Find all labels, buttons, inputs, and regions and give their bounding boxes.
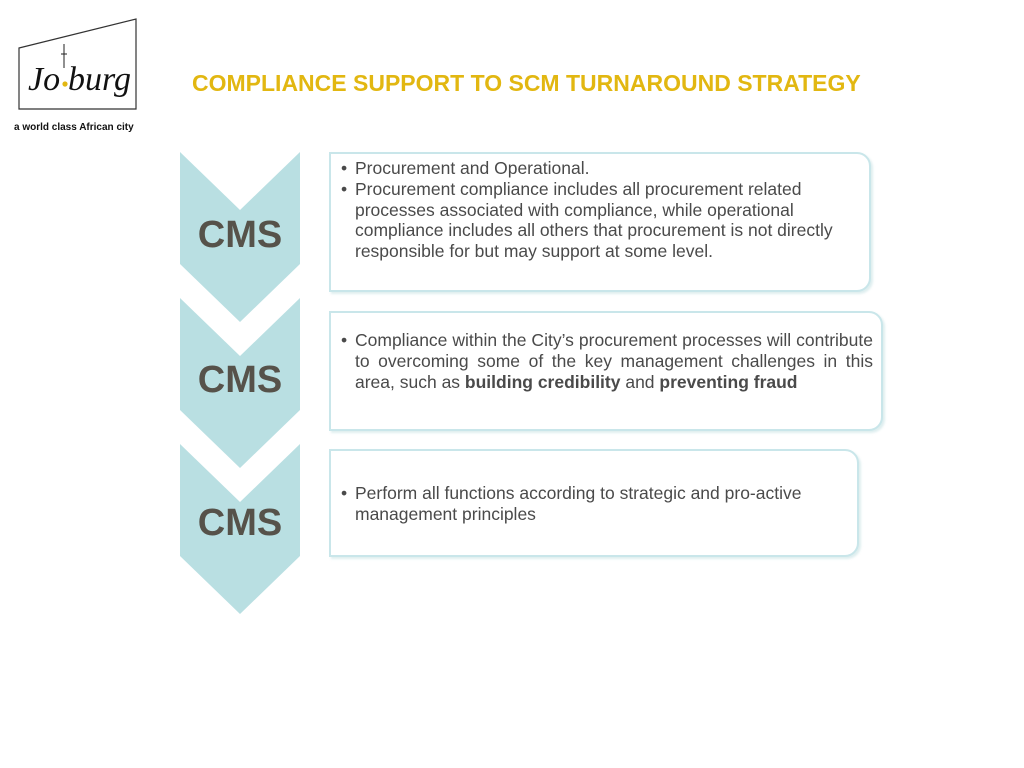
svg-text:Jo: Jo — [28, 61, 61, 98]
chevron-label-1: CMS — [197, 214, 283, 256]
panel-1 — [329, 152, 871, 292]
joburg-logo — [18, 18, 138, 110]
panel-2 — [329, 311, 883, 431]
panel-2-bold-1: building credibility — [464, 371, 621, 392]
slide-title: COMPLIANCE SUPPORT TO SCM TURNAROUND STRATEGY — [192, 70, 861, 96]
panel-2-bold-2: preventing fraud — [659, 371, 798, 392]
panel-2-bullet-1 — [339, 330, 873, 392]
chevron-label-2: CMS — [197, 359, 283, 401]
logo-tagline: a world class African city — [14, 122, 134, 133]
chevron-column — [180, 152, 302, 614]
panel-3-bullet-1: • Perform all functions according to strategic and pro-active management principles — [339, 483, 847, 525]
panel-2-text-1: Compliance within the City’s procurement processes will contribute to overcoming some of the key management challenges in this area, such as — [355, 330, 873, 392]
svg-text:burg: burg — [68, 61, 131, 98]
panel-1-bullet-1: • Procurement and Operational. — [339, 158, 859, 179]
panel-2-text-2: and — [620, 371, 660, 392]
chevron-label-3: CMS — [197, 502, 283, 544]
panel-3 — [329, 449, 859, 557]
panel-1-bullet-2: • Procurement compliance includes all procurement related processes associated with compliance, while operational compliance includes all others that procurement is not directly responsible for but may support at some level. — [339, 179, 859, 262]
